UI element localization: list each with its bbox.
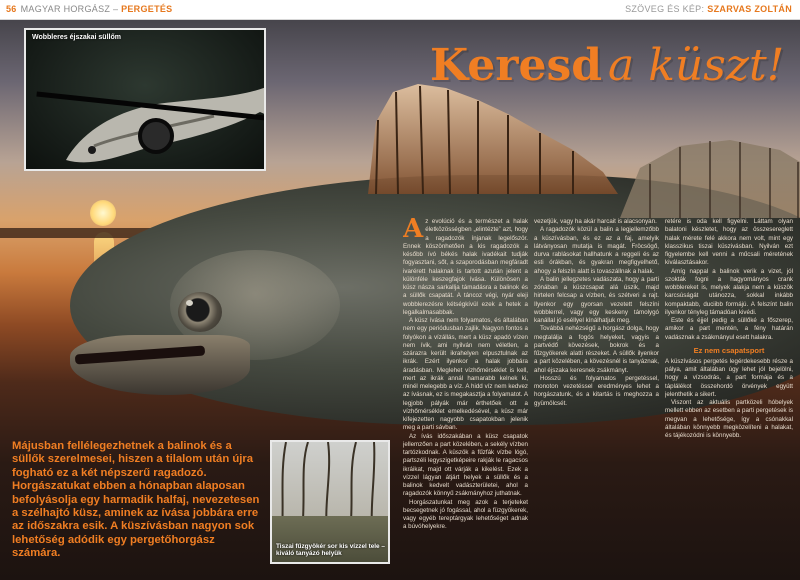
paragraph: Amíg nappal a balinok verik a vizet, jól szokták fogni a hagyományos crank wobblereket is, melyek alakja nem a küszök karcsúságát utánozza, sokkal inkább kompaktabb, duciibb formájú. A felszínt balin ilyenkor tényleg támadóan kivédi. <box>665 267 793 316</box>
photo-caption: Wobbleres éjszakai süllőm <box>32 34 121 41</box>
magazine-name: MAGYAR HORGÁSZ – <box>20 4 122 14</box>
section-name: PERGETÉS <box>121 4 173 14</box>
zander-jaw <box>70 335 250 395</box>
subheading: Ez nem csapatsport <box>693 345 765 355</box>
second-dorsal-fin <box>620 138 800 218</box>
paragraph: Továbbá nehézségű a horgász dolga, hogy megtalálja a fogós helyeket, vagyis a partvédő kövezések, bokrok és a fűzgyökerek alatti részeket. A süllők ilyenkor a part közelében, a kövezésnél is tanyáznak, ahol éjszaka keresnek zsákmányt. <box>534 325 659 374</box>
author-name: SZARVAS ZOLTÁN <box>707 4 792 14</box>
paragraph: Horgászatunkat meg azok a terjeteket becsegetnek jó fogással, ahol a füzgyökerek, vagy egyéb tereptárgyak lehetőséget adnak a búvóhelyekre. <box>403 498 528 531</box>
paragraph: A küszívásos pergetés legérdekesebb része a pálya, amit általában úgy lehet jól bejelölni, hogy a vízsodrás, a part formája és a táplálékot összehordó örvények együtt jelenthetik a sikert. <box>665 357 793 398</box>
text-column-3 <box>665 218 793 578</box>
sun-graphic <box>90 200 116 226</box>
photo-caption: Tiszai fűzgyökér sor kis vízzel tele – kiváló tanyázó helyük <box>276 542 385 558</box>
page-number: 56 <box>6 4 17 14</box>
page-header <box>0 0 800 20</box>
paragraph: retére is oda kell figyelni. Láttam olyan balatoni készletet, hogy az összesereglett halak mérete felé akkora nem volt, mint egy klasszikus tiszai küszivásban. Nyilván ezt figyelembe kell venni a műcsali méretének kiválasztásakor. <box>665 218 793 267</box>
paragraph: Az ívás időszakában a küsz csapatok jellemzően a part közelében, a sekély vízben tartózkodnak. A küszök a fűzfák vízbe lógó, partszéli legyszigetképeire rakják le ragacsos ikráikat, majd ott várják a kikelést. Ezek a vízzel lágyan átjárt helyek a süllők és a balinok kedvelt vadászterületei, ahol a ragadozók könnyű zsákmányhoz juthatnak. <box>403 432 528 498</box>
drop-cap: A <box>403 218 424 244</box>
paragraph: Viszont az aktuális partközeli hóbelyek mellett ebben az esetben a parti pergetések is megvan a lehetősége, így a csónakkal általában könnyebb megközelíteni a halakat, és tájékozódni is könnyebb. <box>665 399 793 439</box>
header-left <box>6 4 173 14</box>
text-column-2 <box>534 218 659 578</box>
night-zander-photo <box>24 28 266 171</box>
paragraph: Az evolúció és a természet a halak életközösségben „elintézte” azt, hogy a ragadozók ínjanak legelőször. Ennek köszönhetően a kis ragadozók a később ívó békés halak ivadékait tudják fogyasztani, sőt, a szaporodásban megfáradt ivarérett halaknak is tartott azután jelent a különféle keszegfajok ívása. Különösen a küsz násza sarkallja támadásra a balinok és a süllők csapatát. A táncoz végi, nyár eleji wobblerezésre kétségkívül ezek a hetek a legalkalmasabbak. <box>403 218 528 316</box>
zander-eye <box>178 292 222 332</box>
title-part-2: a küszt! <box>607 40 785 91</box>
lead-paragraph: Májusban fellélegezhetnek a balinok és a süllők szerelmesei, hiszen a tilalom után újra fogható ez a két népszerű ragadozó. Horgászatukat ebben a hónapban alaposan befolyásolja egy harmadik halfaj, nevezetesen a szélhajtó küsz, aminek az ívása jobbára erre az időszakra esik. A küszívásban nagyon sok lehetőség adódik egy pergetőhorgász számára. <box>12 440 260 560</box>
paragraph: Hosszú és folyamatos pergetéssel, monoton vezetéssel eredményes lehet a horgászatunk, és a kitartás is meghozza a gyümölcsét. <box>534 374 659 407</box>
dorsal-fin <box>368 84 618 199</box>
article-title <box>430 40 784 91</box>
credit-prefix: SZÖVEG ÉS KÉP: <box>625 4 705 14</box>
fishing-reel <box>138 118 174 154</box>
title-part-1: Keresd <box>430 40 602 91</box>
willow-roots-photo <box>270 440 390 564</box>
paragraph: A ragadozók közül a balin a legjellemzőbb a küszívásban, és ez az a faj, amelyik látványosan mutatja is magát. Fröcsögő, durva rablásokat hallhatunk a reggeli és az esti órákban, és gyakran megfigyelhető, ahogy a felszín alatt is tovaszállnak a halak. <box>534 226 659 275</box>
paragraph: A küsz ívása nem folyamatos, és általában nem egy periódusban zajlik. Nagyon fontos a folyókon a vízállás, mert a küsz apadó vízen nem ívik, ami nyilván nem véletlen, a szárazra került ikrahelyen elpusztulnak az ikrák. Ezért ilyenkor a halak jobbára áradásban. Meglehet vízhőmérséklet is kell, mert az ikrák annál hamarabb kelnek ki, minél melegebb a víz. A hidd víz nem kedvez az ívásnak, ez is megakasztja a folyamatot. A legjobb pályák már érthetőek ott a vízhőmérséklet emelkedésével, a küsz már kifejezetten nagyobb csapatokban jelenik meg a parti sávban. <box>403 317 528 432</box>
text-column-1 <box>403 218 528 578</box>
paragraph: vezetjük, vagy ha akár harcait is alacsonyan. <box>534 218 657 225</box>
header-right <box>625 4 792 14</box>
zander-eye-glint <box>186 300 193 306</box>
paragraph: A balin jellegzetes vadászata, hogy a parti zónában a küszcsapat alá úszik, majd hirtelen felcsap a vízben, és szétveri a rajt. Ilyenkor egy gyorsan vezetett felszíni wobblerrel, vagy egy keskeny támolygó kanállal jó eséllyel kínálhatjuk meg. <box>534 275 659 324</box>
paragraph: Este és éjjel pedig a süllőké a főszerep, amikor a part mentén, a fény határán vadásznak a zsákmányul esett halakra. <box>665 317 793 341</box>
